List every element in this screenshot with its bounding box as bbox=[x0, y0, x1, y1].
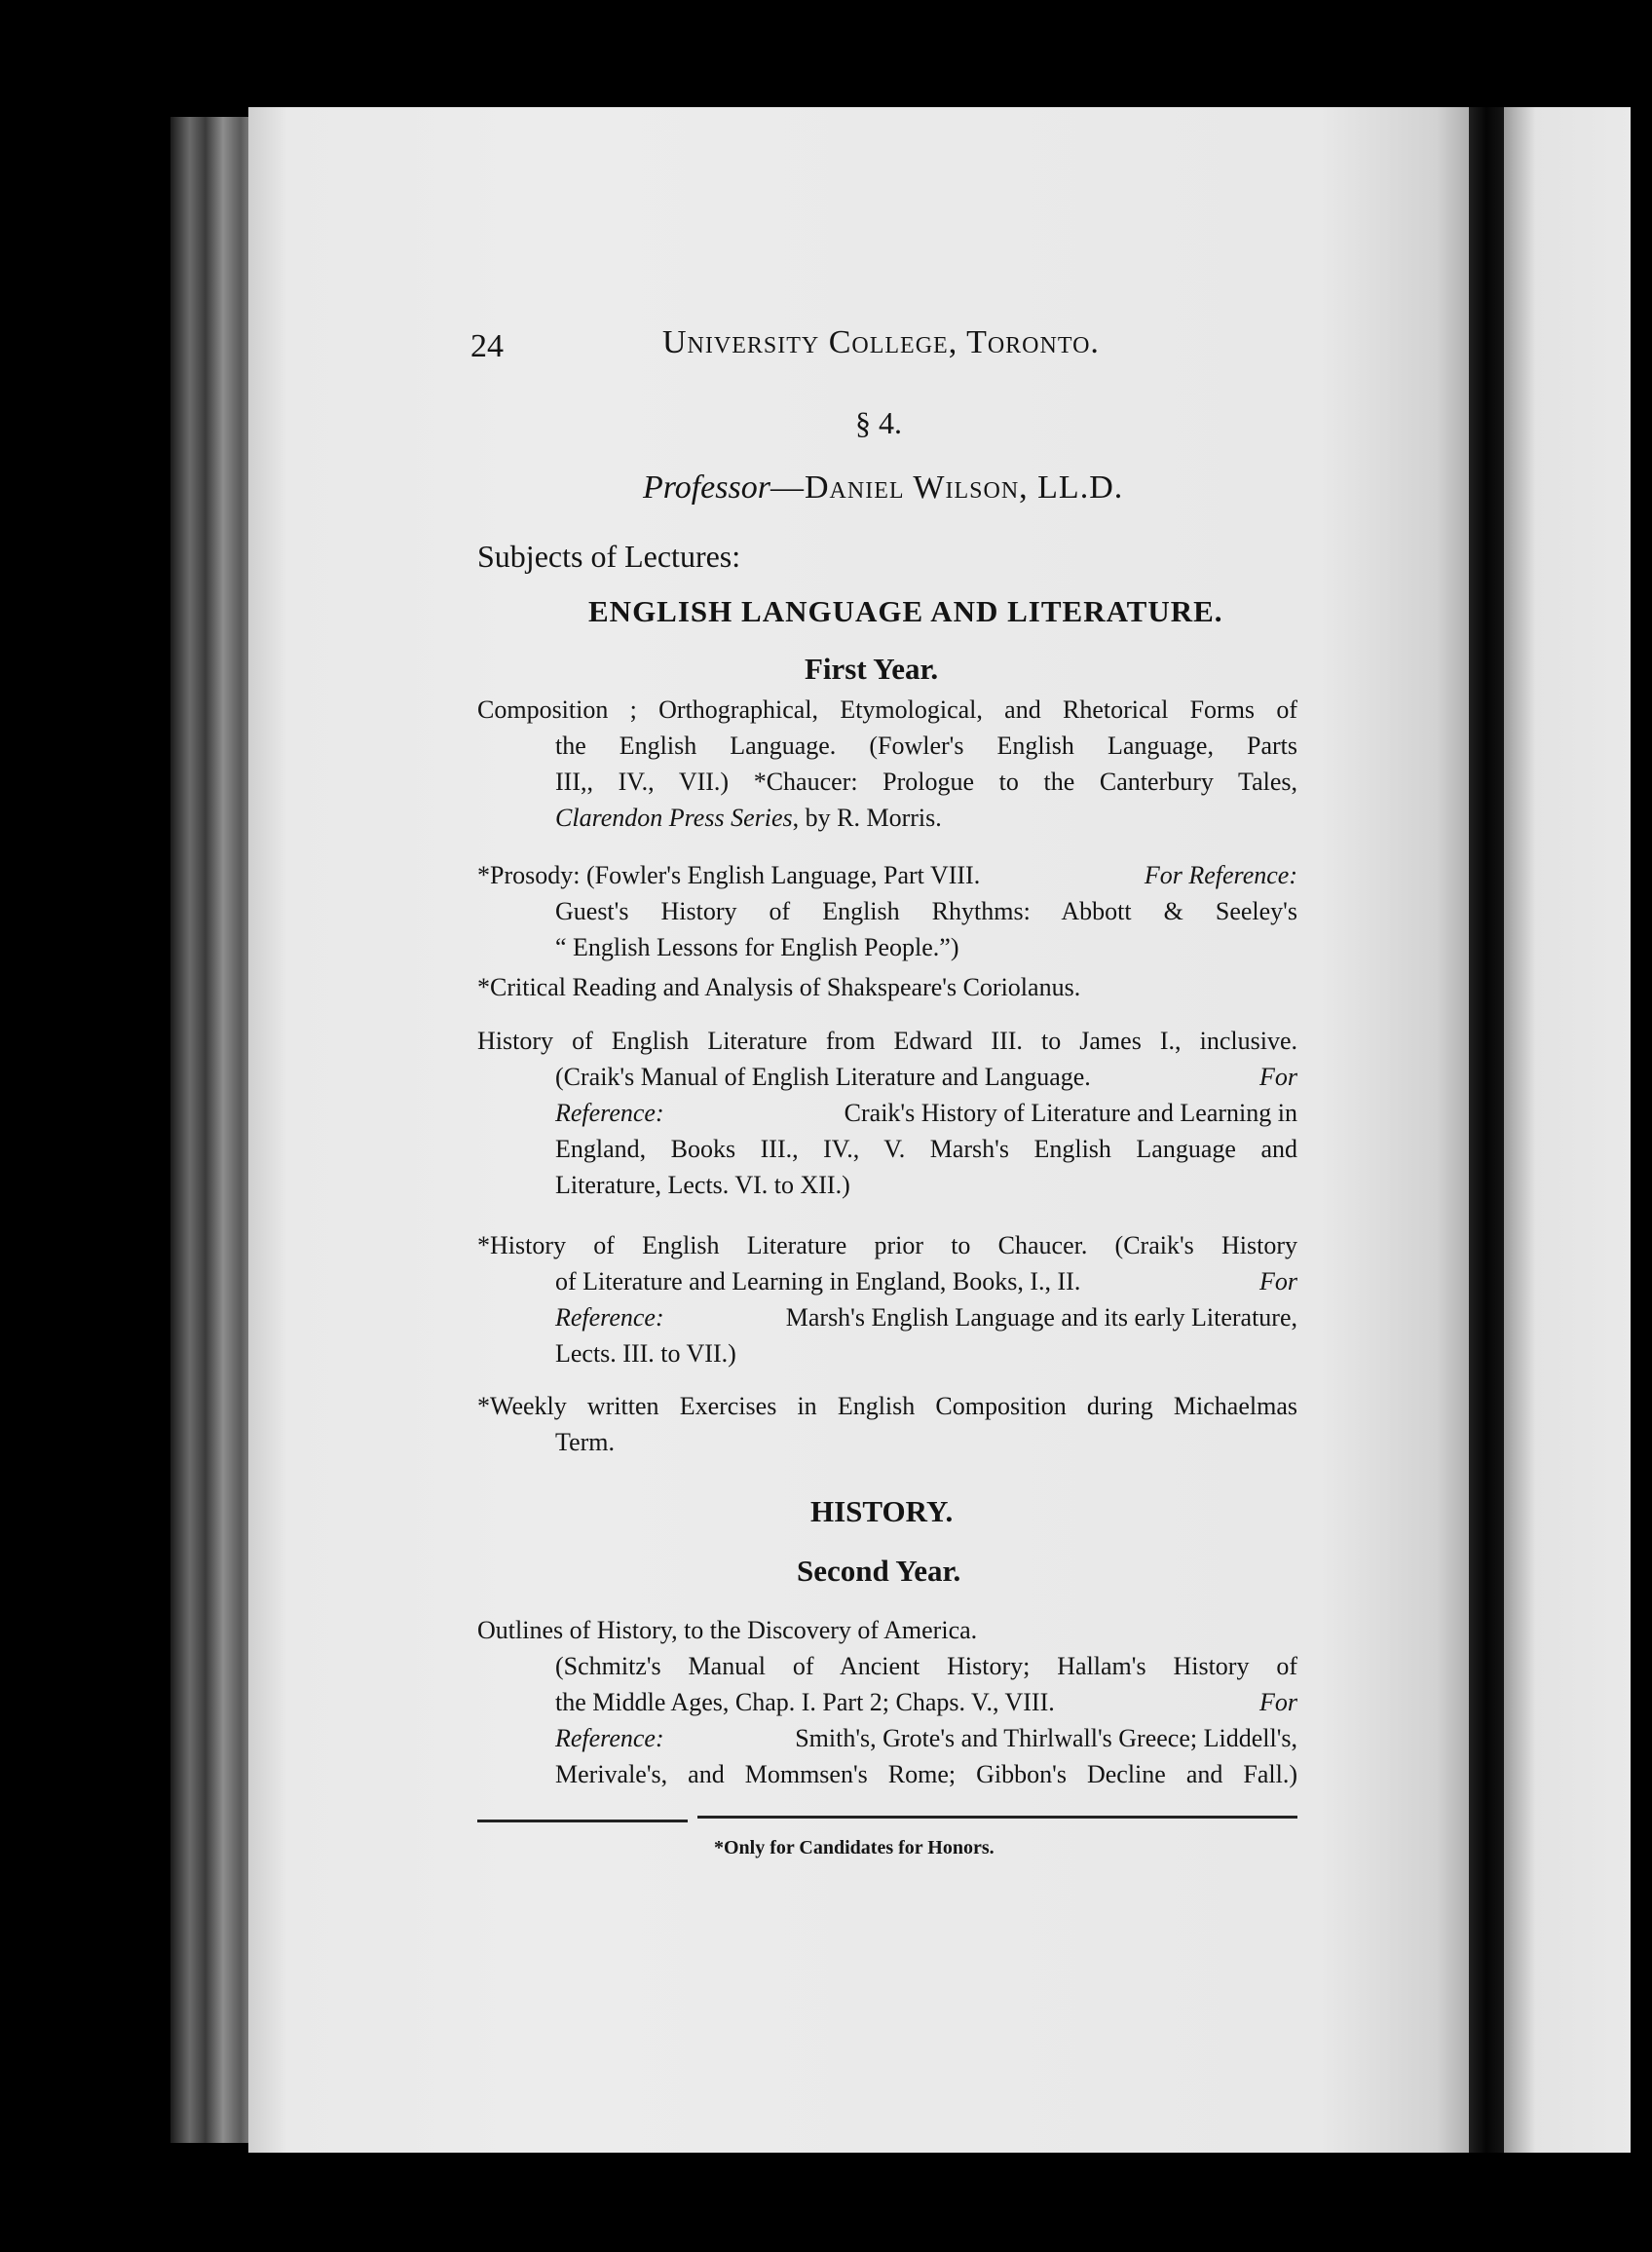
entry-line bbox=[477, 1263, 1297, 1299]
entry-text: Marsh's English Language and its early Literature, bbox=[785, 1303, 1297, 1332]
entry-text: (Craik's Manual of English Literature and Language. bbox=[555, 1063, 1091, 1091]
entry-line: England, Books III., IV., V. Marsh's English Language and bbox=[555, 1135, 1297, 1163]
entry-line: *Critical Reading and Analysis of Shakspeare's Coriolanus. bbox=[477, 973, 1081, 1001]
entry-line bbox=[477, 800, 1297, 836]
entry-line: “ English Lessons for English People.”) bbox=[555, 933, 959, 961]
italic-text: Reference: bbox=[555, 1099, 664, 1127]
section-mark: § 4. bbox=[855, 405, 902, 440]
book-gutter bbox=[1469, 107, 1504, 2153]
entry-text: *Prosody: (Fowler's English Language, Part VIII. bbox=[477, 861, 981, 889]
entry-text: , by R. Morris. bbox=[792, 804, 942, 832]
entry-line bbox=[477, 857, 1297, 893]
italic-text: For bbox=[1259, 1267, 1297, 1295]
entry-history-prior bbox=[477, 1227, 1297, 1371]
entry-line bbox=[477, 1299, 1297, 1335]
entry-line: *Weekly written Exercises in English Composition during Michaelmas bbox=[477, 1392, 1297, 1420]
first-year-heading: First Year. bbox=[805, 652, 939, 686]
entry-weekly bbox=[477, 1388, 1297, 1460]
entry-line bbox=[477, 1095, 1297, 1131]
history-heading: HISTORY. bbox=[810, 1494, 954, 1528]
entry-line: Literature, Lects. VI. to XII.) bbox=[555, 1171, 850, 1199]
entry-history-literature bbox=[477, 1023, 1297, 1203]
entry-line bbox=[477, 1684, 1297, 1720]
entry-text: Smith's, Grote's and Thirlwall's Greece; Liddell's, bbox=[795, 1724, 1297, 1752]
entry-prosody bbox=[477, 857, 1297, 965]
entry-line: History of English Literature from Edward III. to James I., inclusive. bbox=[477, 1027, 1297, 1055]
entry-outlines bbox=[477, 1612, 1297, 1792]
entry-critical bbox=[477, 969, 1297, 1005]
book-page-edges bbox=[170, 117, 258, 2143]
footnote-rule bbox=[697, 1816, 1297, 1819]
second-year-heading: Second Year. bbox=[797, 1554, 961, 1588]
italic-text: Reference: bbox=[555, 1303, 664, 1332]
entry-text: Craik's History of Literature and Learning in bbox=[844, 1099, 1297, 1127]
entry-line: Outlines of History, to the Discovery of America. bbox=[477, 1616, 978, 1644]
entry-line: Guest's History of English Rhythms: Abbott & Seeley's bbox=[555, 897, 1297, 925]
facing-page-edge bbox=[1504, 107, 1631, 2153]
entry-line bbox=[477, 1720, 1297, 1756]
entry-line: Lects. III. to VII.) bbox=[555, 1339, 736, 1368]
professor-name: —Daniel Wilson, LL.D. bbox=[770, 469, 1124, 506]
italic-text: For bbox=[1259, 1688, 1297, 1716]
footnote-rule bbox=[477, 1820, 688, 1822]
entry-line: the English Language. (Fowler's English Language, Parts bbox=[555, 732, 1297, 760]
italic-text: Reference: bbox=[555, 1724, 664, 1752]
subjects-label: Subjects of Lectures: bbox=[477, 539, 741, 574]
footnote: *Only for Candidates for Honors. bbox=[714, 1837, 995, 1858]
entry-line: Term. bbox=[555, 1428, 615, 1456]
italic-text: For bbox=[1259, 1063, 1297, 1091]
entry-composition bbox=[477, 692, 1297, 836]
entry-line: Composition ; Orthographical, Etymological, and Rhetorical Forms of bbox=[477, 695, 1297, 724]
professor-line bbox=[643, 469, 1123, 507]
english-heading: ENGLISH LANGUAGE AND LITERATURE. bbox=[588, 594, 1223, 628]
professor-label: Professor bbox=[643, 469, 770, 506]
entry-text: the Middle Ages, Chap. I. Part 2; Chaps. V., VIII. bbox=[555, 1688, 1055, 1716]
entry-line: (Schmitz's Manual of Ancient History; Hallam's History of bbox=[555, 1652, 1297, 1680]
entry-line: *History of English Literature prior to Chaucer. (Craik's History bbox=[477, 1231, 1297, 1259]
italic-text: Clarendon Press Series bbox=[555, 804, 793, 832]
entry-line: Merivale's, and Mommsen's Rome; Gibbon's Decline and Fall.) bbox=[555, 1760, 1297, 1788]
italic-text: For Reference: bbox=[1144, 861, 1297, 889]
page-number: 24 bbox=[470, 328, 504, 364]
running-head: University College, Toronto. bbox=[662, 324, 1100, 360]
entry-line: III,, IV., VII.) *Chaucer: Prologue to the Canterbury Tales, bbox=[555, 768, 1297, 796]
entry-line bbox=[477, 1059, 1297, 1095]
entry-text: of Literature and Learning in England, Books, I., II. bbox=[555, 1267, 1081, 1295]
